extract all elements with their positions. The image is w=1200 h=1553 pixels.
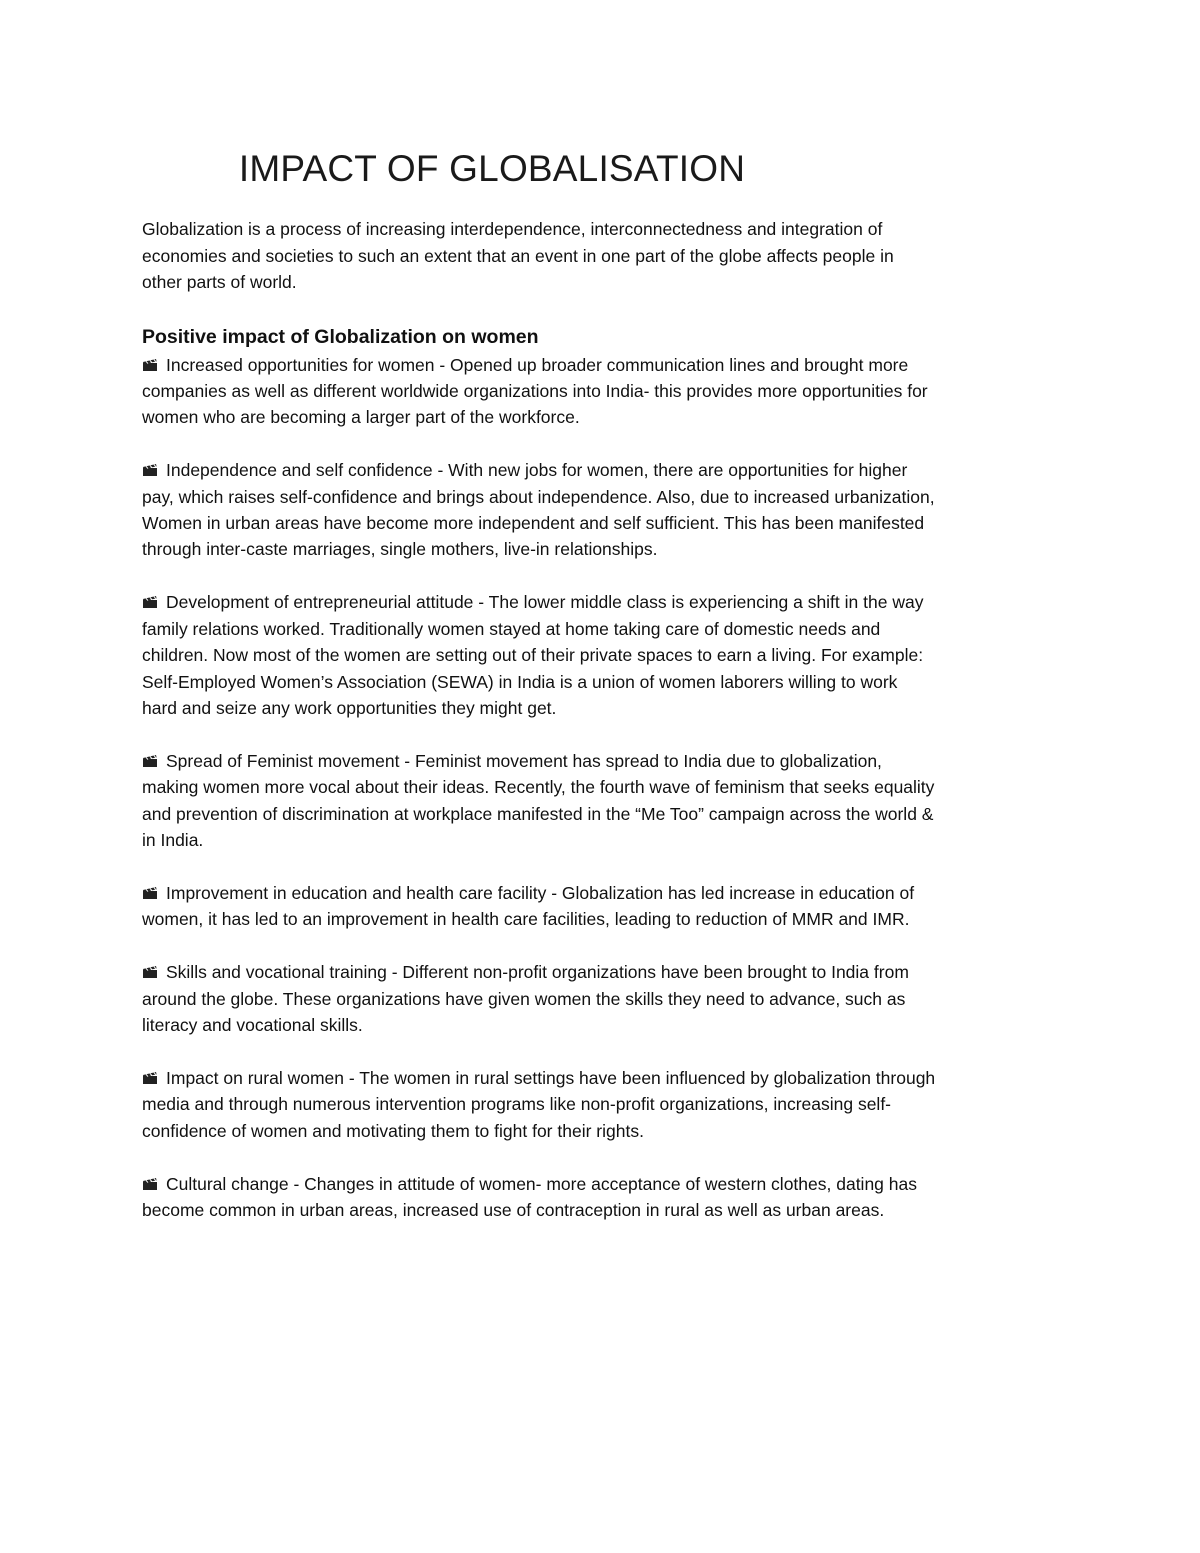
point-heading: Improvement in education and health care facility <box>166 883 547 903</box>
list-item <box>142 352 937 431</box>
points-list <box>142 352 942 1224</box>
point-text: - Changes in attitude of women- more acceptance of western clothes, dating has become common in urban areas, increased use of contraception in rural as well as urban areas. <box>142 1173 917 1221</box>
clapperboard-icon <box>142 886 158 900</box>
point-text: - The women in rural settings have been influenced by globalization through media and through numerous intervention programs like non-profit organizations, increasing self-confidence of women and motivating them to fight for their rights. <box>142 1068 936 1141</box>
point-text: - The lower middle class is experiencing a shift in the way family relations worked. Traditionally women stayed at home taking care of domestic needs and children. Now most of the women are setting out of their private spaces to earn a living. For example: Self-Employed Women’s Association (SEWA) in India is a union of women laborers willing to work hard and seize any work opportunities they might get. <box>142 592 924 718</box>
clapperboard-icon <box>142 463 158 477</box>
point-text: - Feminist movement has spread to India due to globalization, making women more vocal about their ideas. Recently, the fourth wave of feminism that seeks equality and prevention of discrimination at workplace manifested in the “Me Too” campaign across the world & in India. <box>142 750 935 851</box>
clapperboard-icon <box>142 754 158 768</box>
list-item <box>142 959 937 1038</box>
point-text: - With new jobs for women, there are opportunities for higher pay, which raises self-confidence and brings about independence. Also, due to increased urbanization, Women in urban areas have become more independent and self sufficient. This has been manifested through inter-caste marriages, single mothers, live-in relationships. <box>142 460 935 560</box>
list-item <box>142 1171 937 1224</box>
list-item <box>142 880 937 933</box>
point-heading: Skills and vocational training <box>166 962 387 983</box>
clapperboard-icon <box>142 1177 158 1191</box>
point-heading: Increased opportunities for women <box>166 354 435 375</box>
intro-paragraph: Globalization is a process of increasing interdependence, interconnectedness and integration of economies and societies to such an extent that an event in one part of the globe affects people in other parts of world. <box>142 219 894 292</box>
point-text: - Opened up broader communication lines and brought more companies as well as different worldwide organizations into India- this provides more opportunities for women who are becoming a larger part of the workforce. <box>142 354 928 428</box>
point-text: - Different non-profit organizations have been brought to India from around the globe. These organizations have given women the skills they need to advance, such as literacy and vocational skills. <box>142 962 909 1036</box>
point-heading: Cultural change <box>166 1173 289 1194</box>
list-item <box>142 589 937 721</box>
clapperboard-icon <box>142 595 158 609</box>
section-heading: Positive impact of Globalization on women <box>142 325 539 348</box>
point-heading: Development of entrepreneurial attitude <box>166 592 474 613</box>
point-heading: Impact on rural women <box>166 1068 344 1089</box>
point-heading: Spread of Feminist movement <box>166 750 400 771</box>
page-title: IMPACT OF GLOBALISATION <box>238 148 746 189</box>
point-heading: Independence and self confidence <box>166 460 433 481</box>
document-page <box>142 140 942 1250</box>
list-item <box>142 457 937 563</box>
list-item <box>142 1065 937 1144</box>
clapperboard-icon <box>142 358 158 372</box>
list-item <box>142 748 937 854</box>
point-text: - Globalization has led increase in education of women, it has led to an improvement in health care facilities, leading to reduction of MMR and IMR. <box>142 883 915 930</box>
clapperboard-icon <box>142 965 158 979</box>
clapperboard-icon <box>142 1071 158 1085</box>
